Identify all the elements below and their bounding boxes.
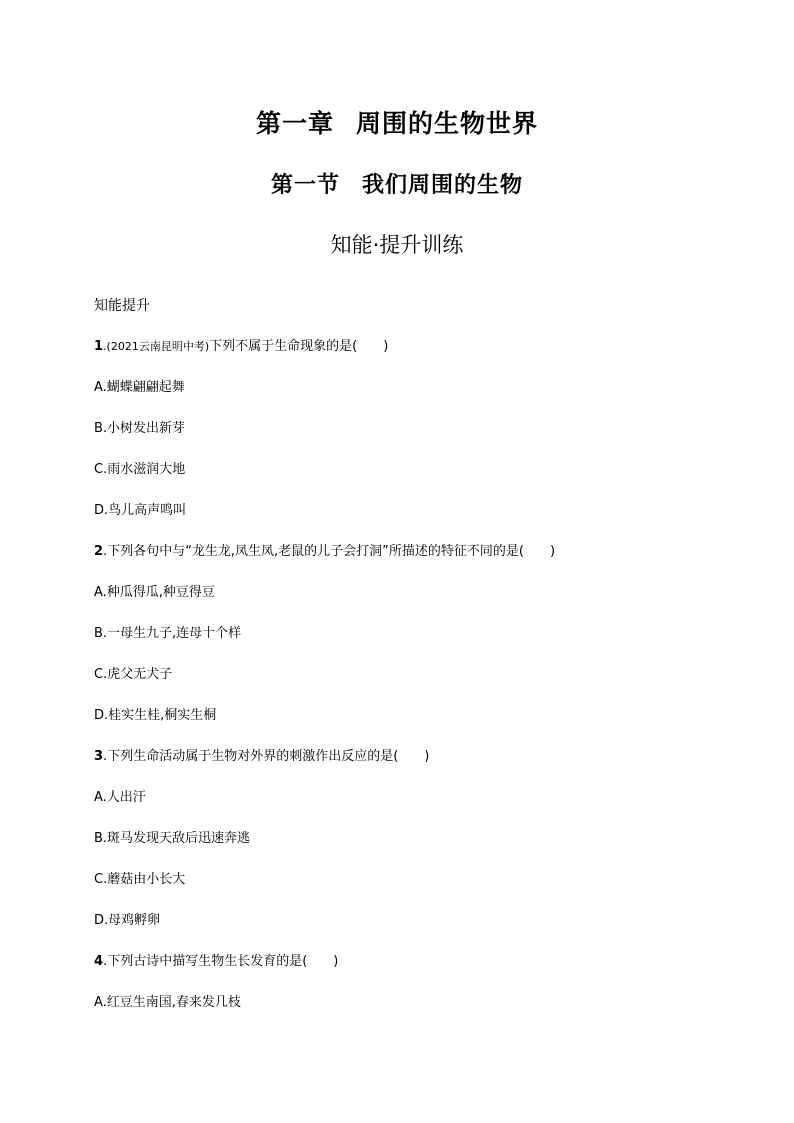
question-1-option-a: A.蝴蝶翩翩起舞	[94, 380, 185, 395]
question-text: 下列不属于生命现象的是( )	[209, 339, 389, 354]
question-text: 下列古诗中描写生物生长发育的是( )	[107, 954, 339, 969]
question-1-option-b: B.小树发出新芽	[94, 421, 186, 436]
section-number-label: 第一节	[270, 173, 340, 198]
chapter-name: 周围的生物世界	[356, 109, 539, 138]
question-3-option-d: D.母鸡孵卵	[94, 913, 161, 928]
question-3-option-a: A.人出汗	[94, 790, 146, 805]
question-3-option-c: C.蘑菇由小长大	[94, 872, 186, 887]
question-2	[94, 542, 714, 562]
question-4-option-a: A.红豆生南国,春来发几枝	[94, 995, 241, 1010]
question-2-option-d: D.桂实生桂,桐实生桐	[94, 708, 217, 723]
question-source: .(2021云南昆明中考)	[103, 340, 210, 353]
exercise-content	[94, 296, 714, 1034]
chapter-label: 第一章	[255, 109, 334, 138]
question-1-option-d: D.鸟儿高声鸣叫	[94, 503, 187, 518]
question-number: 2	[94, 544, 104, 559]
question-separator: .	[103, 544, 108, 559]
question-text: 下列各句中与“龙生龙,凤生凤,老鼠的儿子会打洞”所描述的特征不同的是( )	[107, 544, 556, 559]
question-3	[94, 747, 714, 767]
question-3-option-b: B.斑马发现天敌后迅速奔逃	[94, 831, 251, 846]
question-separator: .	[103, 749, 108, 764]
question-4	[94, 952, 714, 972]
section-title	[0, 168, 794, 199]
question-separator: .	[103, 954, 108, 969]
exercise-subtitle: 知能·提升训练	[330, 233, 464, 257]
question-2-option-b: B.一母生九子,连母十个样	[94, 626, 242, 641]
question-text: 下列生命活动属于生物对外界的刺激作出反应的是( )	[107, 749, 430, 764]
question-1-option-c: C.雨水滋润大地	[94, 462, 186, 477]
question-number: 1	[94, 339, 104, 354]
question-2-option-a: A.种瓜得瓜,种豆得豆	[94, 585, 215, 600]
question-1	[94, 337, 714, 357]
section-name: 我们周围的生物	[362, 173, 524, 198]
exercise-section-label: 知能提升	[94, 298, 150, 314]
question-number: 3	[94, 749, 104, 764]
question-number: 4	[94, 954, 104, 969]
question-2-option-c: C.虎父无犬子	[94, 667, 173, 682]
chapter-title	[0, 104, 794, 140]
